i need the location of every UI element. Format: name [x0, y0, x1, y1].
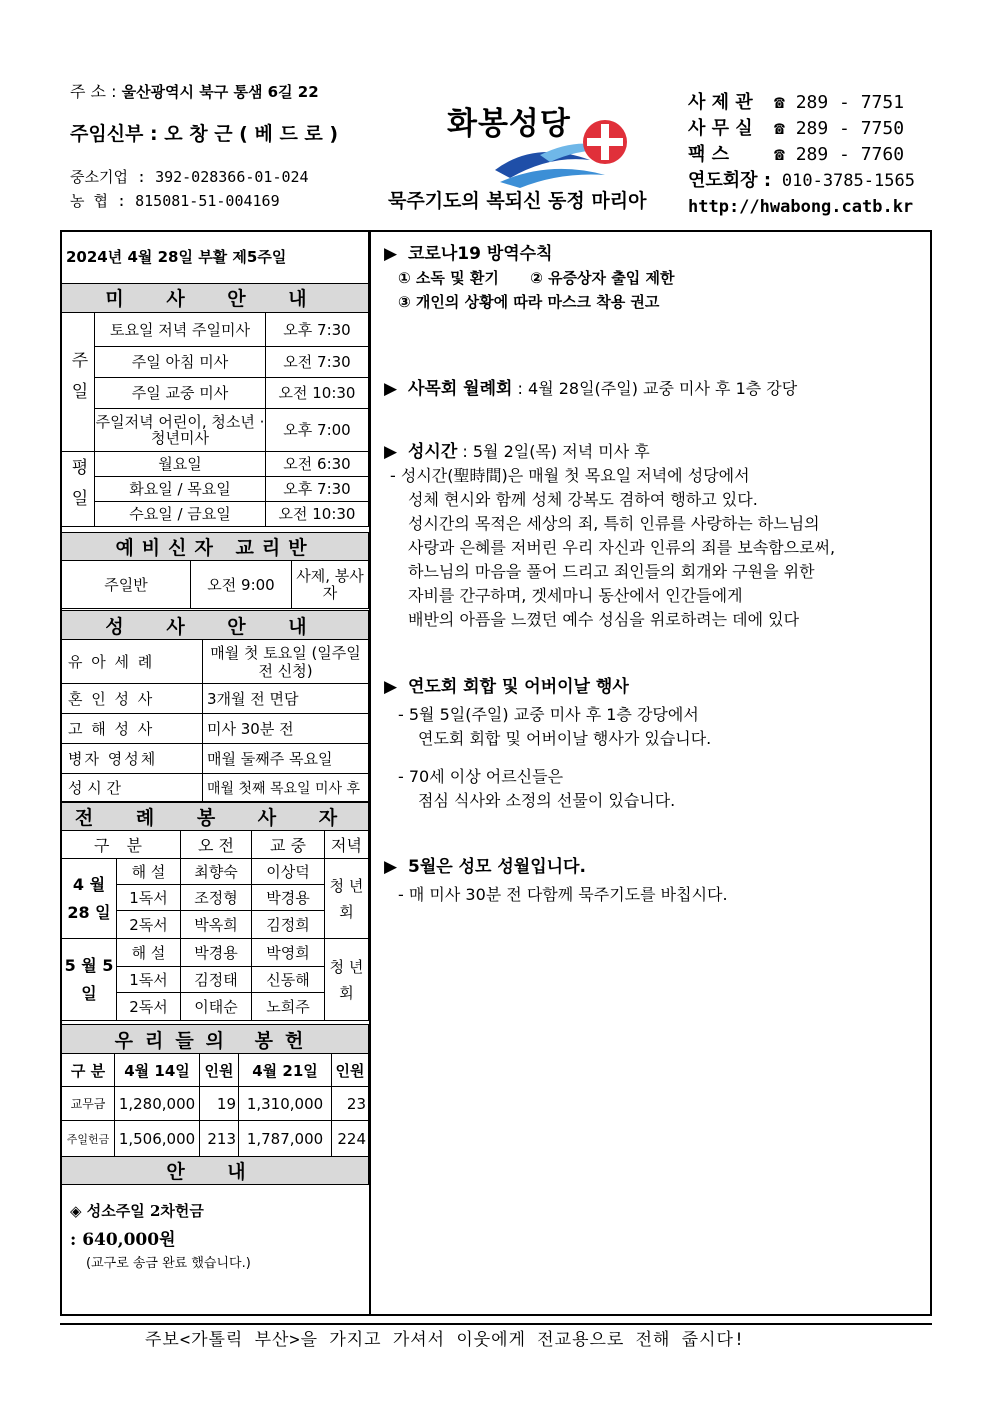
contact-value: 289 - 7750	[795, 118, 905, 139]
sacrament-value: 매월 첫째 목요일 미사 후	[203, 774, 369, 802]
server-main: 박영희	[252, 939, 325, 967]
weekday-label: 평일	[62, 451, 95, 526]
bank2-label: 농 협 :	[70, 191, 127, 210]
mass-time: 오후 7:30	[266, 312, 369, 346]
server-role: 1독서	[117, 885, 181, 911]
holy-hour-block	[384, 440, 835, 632]
holy-hour-line: 배반의 아픔을 느꼈던 예수 성심을 위로하려는 데에 있다	[408, 610, 800, 629]
servers-date: 4 월 28 일	[62, 859, 117, 939]
server-main: 이상덕	[252, 859, 325, 885]
phone-icon: ☎	[774, 118, 796, 139]
offering-name: 교무금	[62, 1087, 115, 1121]
rep-label: 연도회장 :	[688, 170, 772, 191]
bank1-label: 중소기업 :	[70, 167, 147, 186]
holy-hour-line: 성체 현시와 함께 성체 강복도 겸하여 행하고 있다.	[408, 490, 758, 509]
sacrament-name: 고 해 성 사	[62, 714, 203, 744]
sacrament-value: 매월 첫 토요일 (일주일 전 신청)	[203, 640, 369, 684]
offering-header: 인원	[332, 1054, 369, 1087]
contact-rectory	[688, 90, 915, 116]
address-label: 주 소 :	[70, 82, 117, 101]
sacrament-name: 혼 인 성 사	[62, 684, 203, 714]
server-main: 신동해	[252, 967, 325, 993]
contact-value: 289 - 7760	[795, 144, 905, 165]
covid-title: 코로나19 방역수칙	[408, 244, 553, 264]
contact-block	[688, 90, 915, 220]
mass-time: 오전 10:30	[266, 501, 369, 526]
holy-hour-line: 하느님의 마음을 풀어 드리고 죄인들의 회개와 구원을 위한	[408, 562, 815, 581]
catechumen-time: 오전 9:00	[191, 561, 292, 609]
contact-rep	[688, 168, 915, 194]
server-am: 김정태	[181, 967, 252, 993]
elderly-line: - 5월 5일(주일) 교중 미사 후 1층 강당에서	[398, 705, 699, 724]
left-column-table	[61, 231, 369, 527]
mass-section-title: 미 사 안 내	[62, 283, 369, 312]
mass-name: 주일저녁 어린이, 청소년 · 청년미사	[95, 408, 266, 451]
covid-line-2: ③ 개인의 상황에 따라 마스크 착용 권고	[398, 293, 660, 311]
holy-hour-heading	[384, 440, 835, 464]
holy-hour-text: : 5월 2일(목) 저녁 미사 후	[462, 442, 650, 461]
mass-time: 오전 7:30	[266, 346, 369, 377]
address: 울산광역시 북구 통샘 6길 22	[121, 83, 319, 101]
notice-note: (교구로 송금 완료 했습니다.)	[86, 1256, 251, 1271]
council-heading	[384, 377, 797, 401]
covid-line-1: ① 소독 및 환기 ② 유증상자 출입 제한	[398, 269, 675, 287]
offering-count: 224	[332, 1121, 369, 1157]
covid-block	[384, 242, 674, 314]
mass-time: 오전 6:30	[266, 451, 369, 476]
server-am: 이태순	[181, 993, 252, 1021]
mass-name: 수요일 / 금요일	[95, 501, 266, 526]
header-info	[70, 82, 338, 216]
notice-item-title: ◈ 성소주일 2차헌금	[70, 1202, 204, 1220]
address-row	[70, 82, 338, 101]
offering-amount: 1,280,000	[115, 1087, 200, 1121]
offering-amount: 1,310,000	[239, 1087, 332, 1121]
sacrament-name: 유 아 세 례	[62, 640, 203, 684]
contact-label: 사 제 관	[688, 92, 753, 113]
may-text: - 매 미사 30분 전 다함께 묵주기도를 바칩시다.	[398, 885, 728, 904]
offering-count: 19	[200, 1087, 239, 1121]
mass-time: 오전 10:30	[266, 377, 369, 408]
may-title: 5월은 성모 성월입니다.	[408, 857, 586, 877]
holy-hour-line: - 성시간(聖時間)은 매월 첫 목요일 저녁에 성당에서	[390, 466, 750, 485]
sacrament-value: 미사 30분 전	[203, 714, 369, 744]
notice-amount: : 640,000원	[70, 1230, 176, 1250]
offering-header: 4월 21일	[239, 1054, 332, 1087]
holy-hour-line: 사랑과 은혜를 저버린 우리 자신과 인류의 죄를 보속함으로써,	[408, 538, 836, 557]
holy-hour-line: 자비를 간구하며, 겟세마니 동산에서 인간들에게	[408, 586, 743, 605]
server-main: 김정희	[252, 911, 325, 939]
server-am: 박경용	[181, 939, 252, 967]
servers-header: 교 중	[252, 831, 325, 859]
contact-label: 팩 스	[688, 144, 730, 165]
website-link[interactable]: http://hwabong.catb.kr	[688, 197, 914, 217]
triangle-right-icon: ▶	[384, 379, 398, 399]
council-title: 사목회 월례회	[408, 379, 513, 399]
contact-fax	[688, 142, 915, 168]
elderly-heading	[384, 675, 711, 699]
bank1-account: 392-028366-01-024	[155, 167, 309, 186]
offering-header: 인원	[200, 1054, 239, 1087]
pastor-name: 오 창 근 ( 베 드 로 )	[164, 123, 339, 146]
footer-text: 주보<가톨릭 부산>을 가지고 가셔서 이웃에게 전교용으로 전해 줍시다!	[145, 1330, 746, 1350]
servers-table	[61, 802, 369, 1021]
servers-date: 5 월 5 일	[62, 939, 117, 1021]
servers-header: 오 전	[181, 831, 252, 859]
elderly-line: - 70세 이상 어르신들은	[398, 767, 564, 786]
sacrament-title: 성 사 안 내	[62, 611, 369, 640]
mass-name: 화요일 / 목요일	[95, 476, 266, 501]
notice-title: 안 내	[62, 1157, 369, 1185]
sacrament-table	[61, 610, 369, 802]
elderly-line: 연도회 회합 및 어버이날 행사가 있습니다.	[418, 729, 712, 748]
offering-count: 23	[332, 1087, 369, 1121]
covid-heading	[384, 242, 674, 266]
column-divider	[369, 230, 371, 1316]
sacrament-value: 3개월 전 면담	[203, 684, 369, 714]
servers-header: 구 분	[62, 831, 181, 859]
mass-name: 월요일	[95, 451, 266, 476]
server-role: 2독서	[117, 911, 181, 939]
holy-hour-line: 성시간의 목적은 세상의 죄, 특히 인류를 사랑하는 하느님의	[408, 514, 820, 533]
offering-count: 213	[200, 1121, 239, 1157]
pastor-row	[70, 123, 338, 146]
contact-office	[688, 116, 915, 142]
server-evening: 청 년 회	[325, 939, 369, 1021]
elderly-block	[384, 675, 711, 813]
pastor-label: 주임신부 :	[70, 123, 158, 146]
server-role: 해 설	[117, 859, 181, 885]
date-line: 2024년 4월 28일 부활 제5주일	[62, 231, 369, 283]
triangle-right-icon: ▶	[384, 857, 398, 877]
church-name: 화봉성당	[447, 106, 571, 142]
mass-name: 주일 아침 미사	[95, 346, 266, 377]
may-block	[384, 855, 728, 907]
offering-title: 우리들의 봉헌	[62, 1025, 369, 1054]
triangle-right-icon: ▶	[384, 442, 398, 462]
elderly-title: 연도회 회합 및 어버이날 행사	[408, 677, 629, 697]
catechumen-title: 예비신자 교리반	[62, 533, 369, 561]
council-text: : 4월 28일(주일) 교중 미사 후 1층 강당	[517, 379, 798, 398]
server-main: 노희주	[252, 993, 325, 1021]
mass-time: 오후 7:00	[266, 408, 369, 451]
notice-block	[70, 1200, 251, 1271]
server-role: 2독서	[117, 993, 181, 1021]
bank2-account: 815081-51-004169	[135, 191, 280, 210]
phone-icon: ☎	[774, 92, 796, 113]
server-role: 1독서	[117, 967, 181, 993]
sacrament-name: 성 시 간	[62, 774, 203, 802]
bank-row-2	[70, 192, 338, 210]
catechumen-teacher: 사제, 봉사자	[292, 561, 369, 609]
server-role: 해 설	[117, 939, 181, 967]
catechumen-class: 주일반	[62, 561, 191, 609]
offering-name: 주일헌금	[62, 1121, 115, 1157]
offering-amount: 1,506,000	[115, 1121, 200, 1157]
mass-time: 오후 7:30	[266, 476, 369, 501]
holy-hour-title: 성시간	[408, 442, 458, 462]
contact-value: 289 - 7751	[795, 92, 905, 113]
mass-name: 토요일 저녁 주일미사	[95, 312, 266, 346]
sacrament-value: 매월 둘째주 목요일	[203, 744, 369, 774]
offering-header: 4월 14일	[115, 1054, 200, 1087]
server-am: 최향숙	[181, 859, 252, 885]
triangle-right-icon: ▶	[384, 677, 398, 697]
server-evening: 청 년 회	[325, 859, 369, 939]
contact-label: 사 무 실	[688, 118, 753, 139]
sacrament-name: 병자 영성체	[62, 744, 203, 774]
bank-row-1	[70, 168, 338, 186]
servers-header: 저녁	[325, 831, 369, 859]
council-block	[384, 377, 797, 401]
offering-header: 구 분	[62, 1054, 115, 1087]
offering-amount: 1,787,000	[239, 1121, 332, 1157]
server-am: 박옥희	[181, 911, 252, 939]
patron-saint: 묵주기도의 복되신 동정 마리아	[388, 190, 647, 212]
server-main: 박경용	[252, 885, 325, 911]
elderly-line: 점심 식사와 소정의 선물이 있습니다.	[418, 791, 676, 810]
servers-title: 전 례 봉 사 자	[62, 803, 369, 831]
phone-icon: ☎	[774, 144, 796, 165]
rep-phone: 010-3785-1565	[781, 171, 915, 191]
triangle-right-icon: ▶	[384, 244, 398, 264]
mass-name: 주일 교중 미사	[95, 377, 266, 408]
offering-table	[61, 1024, 369, 1185]
server-am: 조정형	[181, 885, 252, 911]
catechumen-table	[61, 532, 369, 609]
sunday-label: 주일	[62, 312, 95, 451]
may-heading	[384, 855, 728, 879]
